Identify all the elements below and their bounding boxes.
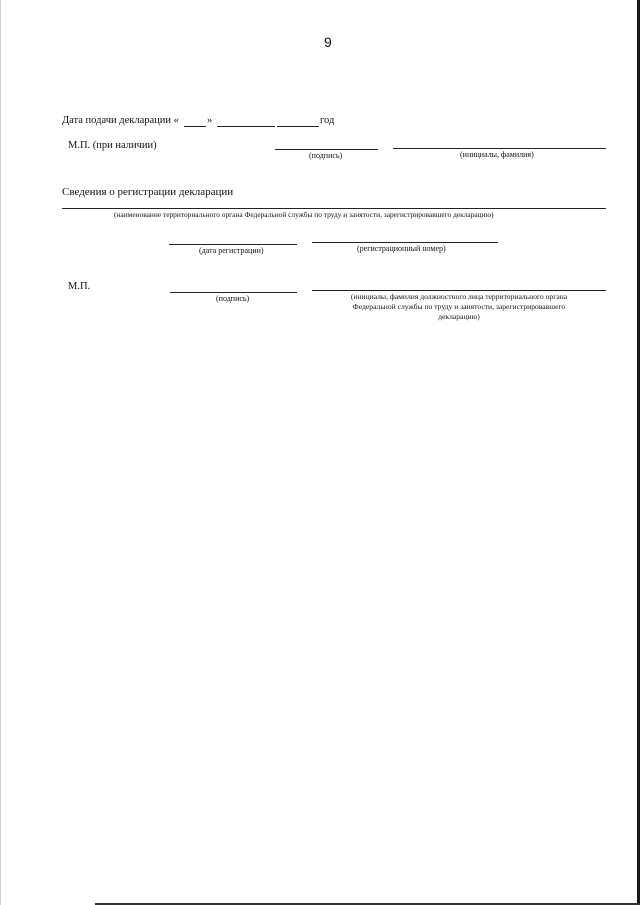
stamp-label: М.П. bbox=[68, 281, 91, 292]
authority-line[interactable] bbox=[62, 208, 606, 209]
page-number: 9 bbox=[324, 34, 332, 50]
official-caption-line1: (инициалы, фамилия должностного лица территориального органа bbox=[350, 292, 568, 301]
registration-heading: Сведения о регистрации декларации bbox=[62, 186, 234, 198]
signature-line[interactable] bbox=[275, 149, 378, 150]
registration-number-line[interactable] bbox=[312, 242, 498, 243]
stamp-optional-label: М.П. (при наличии) bbox=[68, 140, 157, 151]
submission-year-blank[interactable] bbox=[277, 126, 319, 127]
official-signature-caption: (подпись) bbox=[216, 294, 250, 303]
scan-left-edge bbox=[0, 0, 1, 905]
authority-caption: (наименование территориального органа Федеральной службы по труду и занятости, зарегистрировавшего декларацию) bbox=[114, 210, 494, 219]
signature-caption: (подпись) bbox=[309, 151, 343, 160]
initials-caption: (инициалы, фамилия) bbox=[460, 150, 534, 159]
official-caption bbox=[312, 292, 606, 322]
submission-close-quote: » bbox=[207, 115, 213, 126]
official-caption-line2: Федеральной службы по труду и занятости, зарегистрировавшего bbox=[352, 302, 566, 311]
registration-date-caption: (дата регистрации) bbox=[199, 246, 264, 255]
registration-date-line[interactable] bbox=[169, 244, 297, 245]
submission-month-blank[interactable] bbox=[217, 126, 275, 127]
official-caption-line3: декларацию) bbox=[438, 312, 480, 321]
registration-number-caption: (регистрационный номер) bbox=[357, 244, 446, 253]
submission-year-word: год bbox=[320, 115, 335, 126]
official-initials-line[interactable] bbox=[312, 290, 606, 291]
official-signature-line[interactable] bbox=[170, 292, 297, 293]
initials-line[interactable] bbox=[393, 148, 606, 149]
submission-day-blank[interactable] bbox=[184, 126, 206, 127]
submission-date-label: Дата подачи декларации « bbox=[62, 115, 179, 126]
